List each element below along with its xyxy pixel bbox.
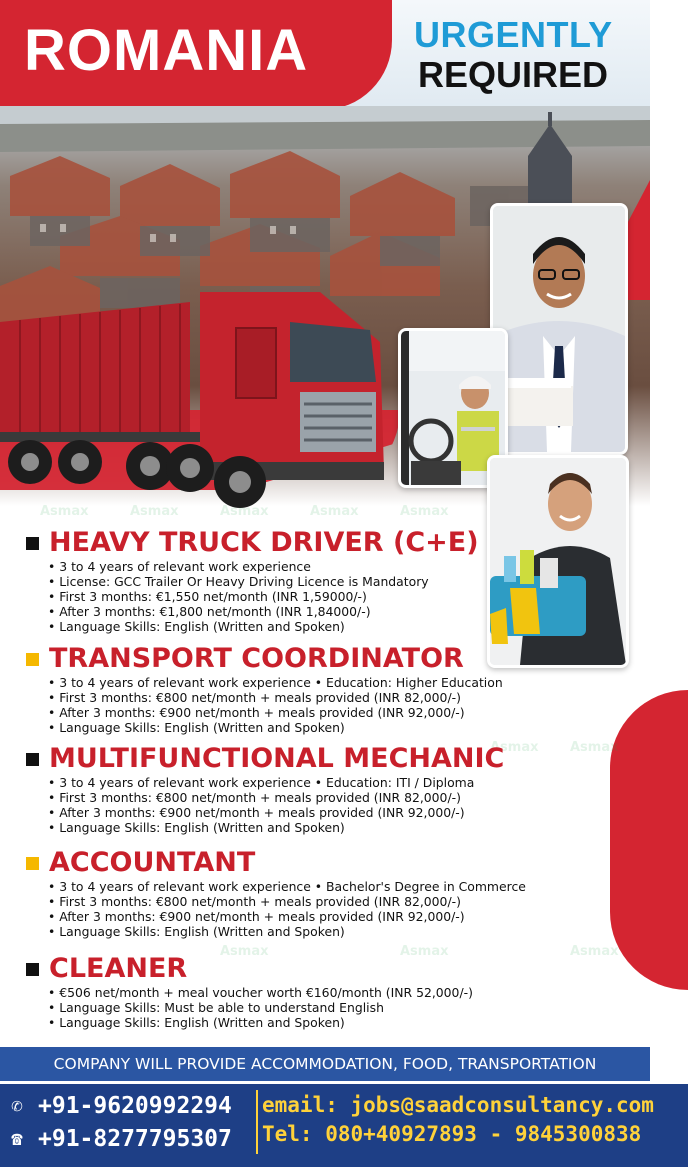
job-detail: • 3 to 4 years of relevant work experience • Education: ITI / Diploma (48, 775, 475, 790)
watermark-text: Asmax (400, 504, 449, 519)
job-detail: • 3 to 4 years of relevant work experience • Bachelor's Degree in Commerce (48, 879, 526, 894)
email-contact[interactable]: email: jobs@saadconsultancy.com (262, 1093, 654, 1117)
watermark-text: Asmax (220, 944, 269, 959)
job-detail: • 3 to 4 years of relevant work experience (48, 559, 311, 574)
cleaner-photo (487, 455, 629, 668)
red-accent-bar (610, 690, 688, 990)
bullet-square-icon (26, 653, 39, 666)
required-heading: REQUIRED (418, 54, 609, 95)
job-detail: • License: GCC Trailer Or Heavy Driving Licence is Mandatory (48, 574, 429, 589)
job-detail: • First 3 months: €800 net/month + meals provided (INR 82,000/-) (48, 894, 461, 909)
mobile-number[interactable]: +91-9620992294 (38, 1093, 232, 1119)
job-multifunctional-mechanic (26, 744, 504, 835)
bullet-square-icon (26, 963, 39, 976)
phone-icon: ✆ (11, 1095, 23, 1117)
job-details (48, 775, 504, 835)
job-cleaner (26, 954, 473, 1030)
watermark-text: Asmax (310, 504, 359, 519)
job-title: HEAVY TRUCK DRIVER (C+E) (49, 527, 479, 558)
businessman-photo (490, 203, 628, 455)
job-transport-coordinator (26, 644, 503, 735)
job-details (48, 559, 479, 634)
job-title: MULTIFUNCTIONAL MECHANIC (49, 743, 505, 774)
job-details (48, 985, 473, 1030)
watermark-text: Asmax (490, 740, 539, 755)
mobile-contact[interactable] (6, 1093, 232, 1119)
job-details (48, 879, 526, 939)
job-heavy-truck-driver (26, 528, 479, 634)
job-detail: • Language Skills: English (Written and Spoken) (48, 820, 345, 835)
job-detail: • Language Skills: English (Written and Spoken) (48, 720, 345, 735)
landline-contact[interactable] (6, 1126, 232, 1152)
job-title: TRANSPORT COORDINATOR (49, 643, 464, 674)
job-detail: • After 3 months: €900 net/month + meals provided (INR 92,000/-) (48, 705, 465, 720)
watermark-text: Asmax (400, 944, 449, 959)
job-detail: • 3 to 4 years of relevant work experience • Education: Higher Education (48, 675, 503, 690)
bullet-square-icon (26, 753, 39, 766)
watermark-text: Asmax (570, 944, 619, 959)
job-detail: • After 3 months: €900 net/month + meals provided (INR 92,000/-) (48, 909, 465, 924)
job-detail: • €506 net/month + meal voucher worth €160/month (INR 52,000/-) (48, 985, 473, 1000)
job-detail: • After 3 months: €1,800 net/month (INR 1,84000/-) (48, 604, 371, 619)
job-detail: • First 3 months: €800 net/month + meals provided (INR 82,000/-) (48, 790, 461, 805)
urgently-heading: URGENTLY (414, 14, 613, 55)
watermark-text: Asmax (220, 504, 269, 519)
watermark-text: Asmax (130, 504, 179, 519)
telephone-icon: ☎ (11, 1128, 23, 1150)
watermark-text: Asmax (570, 740, 619, 755)
job-detail: • Language Skills: English (Written and Spoken) (48, 1015, 345, 1030)
job-details (48, 675, 503, 735)
job-detail: • Language Skills: English (Written and Spoken) (48, 619, 345, 634)
benefits-banner: COMPANY WILL PROVIDE ACCOMMODATION, FOOD, TRANSPORTATION (0, 1047, 650, 1081)
bullet-square-icon (26, 537, 39, 550)
job-detail: • First 3 months: €1,550 net/month (INR 1,59000/-) (48, 589, 367, 604)
job-detail: • Language Skills: English (Written and Spoken) (48, 924, 345, 939)
job-detail: • First 3 months: €800 net/month + meals provided (INR 82,000/-) (48, 690, 461, 705)
tel-contact[interactable]: Tel: 080+40927893 - 9845300838 (262, 1122, 642, 1146)
job-title: CLEANER (49, 953, 188, 984)
landline-number[interactable]: +91-8277795307 (38, 1126, 232, 1152)
watermark-text: Asmax (40, 504, 89, 519)
country-title: ROMANIA (24, 18, 309, 83)
contact-divider (256, 1090, 258, 1154)
job-detail: • Language Skills: Must be able to understand English (48, 1000, 384, 1015)
job-detail: • After 3 months: €900 net/month + meals provided (INR 92,000/-) (48, 805, 465, 820)
job-accountant (26, 848, 526, 939)
truck-image (0, 282, 390, 514)
job-title: ACCOUNTANT (49, 847, 256, 878)
bullet-square-icon (26, 857, 39, 870)
